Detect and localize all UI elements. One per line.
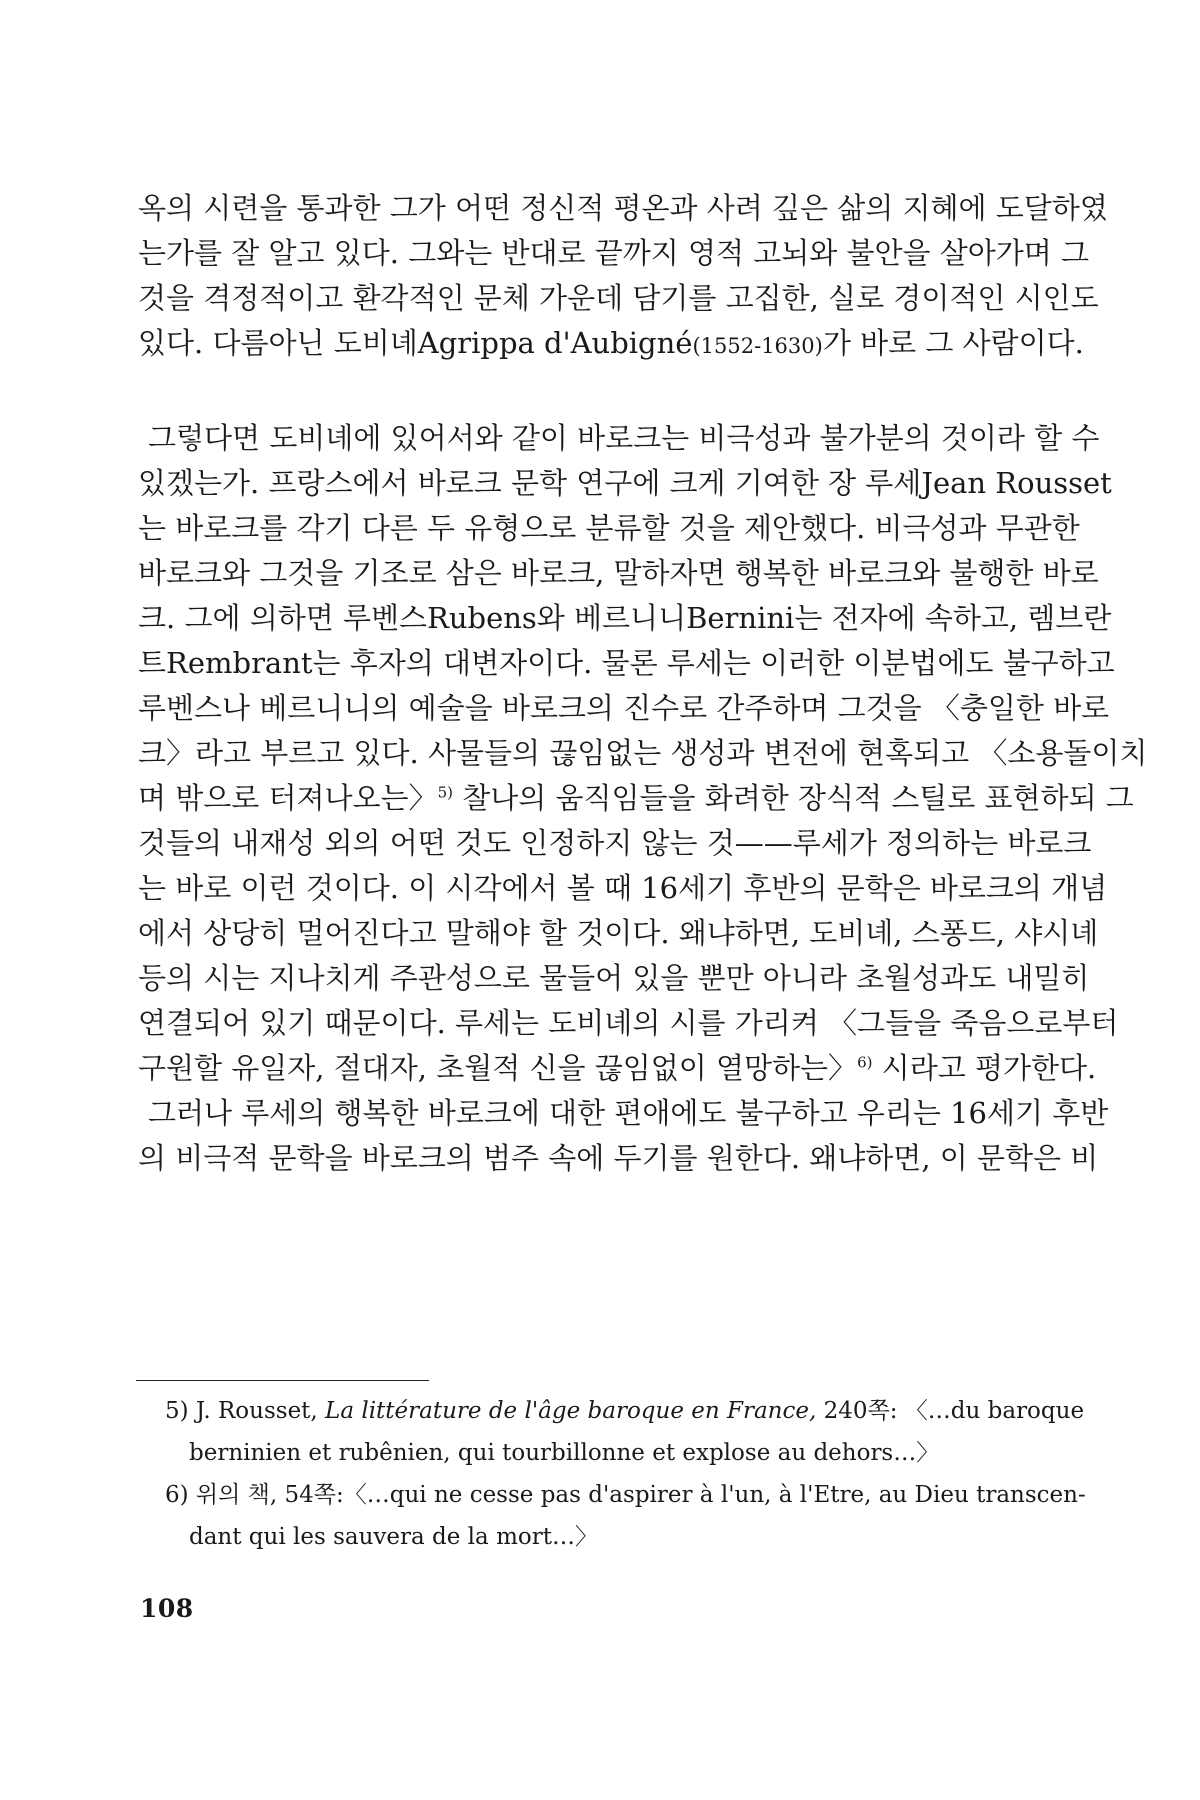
footnote-6-continuation: dant qui les sauvera de la mort…〉	[189, 1524, 598, 1550]
footnote-divider	[136, 1380, 429, 1381]
text-line: 옥의 시련을 통과한 그가 어떤 정신적 평온과 사려 깊은 삶의 지혜에 도달하였	[138, 191, 1108, 225]
text-line: 있겠는가. 프랑스에서 바로크 문학 연구에 크게 기여한 장 루세Jean Rousset	[138, 466, 1112, 500]
text-line	[138, 321, 1084, 366]
page-number: 108	[140, 1594, 194, 1623]
footnote-author: J. Rousset,	[195, 1398, 318, 1424]
footnote-ref-6[interactable]: 6)	[857, 1053, 873, 1072]
footnote-mark: 6)	[165, 1482, 189, 1508]
text-line: 그러나 루세의 행복한 바로크에 대한 편애에도 불구하고 우리는 16세기 후반	[148, 1096, 1109, 1130]
footnote-ref: 위의 책,	[195, 1482, 278, 1508]
footnote-page: 54쪽:	[284, 1482, 344, 1508]
footnote-quote: 〈…qui ne cesse pas d'aspirer à l'un, à l'Etre, au Dieu transcen-	[343, 1482, 1086, 1508]
text-line	[138, 1046, 1097, 1091]
footnotes	[165, 1390, 1086, 1558]
text-segment: 가 바로 그 사람이다.	[822, 326, 1084, 360]
footnote-quote: 〈…du baroque	[904, 1398, 1085, 1424]
text-segment: 찰나의 움직임들을 화려한 장식적 스틸로 표현하되 그	[452, 781, 1134, 815]
body-text	[138, 186, 1148, 1181]
text-line: 는 바로크를 각기 다른 두 유형으로 분류할 것을 제안했다. 비극성과 무관한	[138, 511, 1080, 545]
text-line: 크〉라고 부르고 있다. 사물들의 끊임없는 생성과 변전에 현혹되고 〈소용돌이치	[138, 736, 1148, 770]
text-line: 등의 시는 지나치게 주관성으로 물들어 있을 뿐만 아니라 초월성과도 내밀히	[138, 961, 1090, 995]
text-line: 의 비극적 문학을 바로크의 범주 속에 두기를 원한다. 왜냐하면, 이 문학은 비	[138, 1141, 1099, 1175]
text-line: 루벤스나 베르니니의 예술을 바로크의 진수로 간주하며 그것을 〈충일한 바로	[138, 691, 1110, 725]
footnote-page: 240쪽:	[823, 1398, 898, 1424]
text-line: 것을 격정적이고 환각적인 문체 가운데 담기를 고집한, 실로 경이적인 시인도	[138, 281, 1099, 315]
paragraph-gap	[138, 366, 1050, 416]
text-line: 는가를 잘 알고 있다. 그와는 반대로 끝까지 영적 고뇌와 불안을 살아가며 그	[138, 236, 1090, 270]
footnote-book-title: La littérature de l'âge baroque en France,	[325, 1398, 817, 1424]
text-line	[138, 776, 1134, 821]
text-segment: 구원할 유일자, 절대자, 초월적 신을 끊임없이 열망하는〉	[138, 1051, 858, 1085]
text-line: 트Rembrant는 후자의 대변자이다. 물론 루세는 이러한 이분법에도 불구하고	[138, 646, 1115, 680]
text-line: 는 바로 이런 것이다. 이 시각에서 볼 때 16세기 후반의 문학은 바로크의 개념	[138, 871, 1108, 905]
text-line: 바로크와 그것을 기조로 삼은 바로크, 말하자면 행복한 바로크와 불행한 바로	[138, 556, 1099, 590]
text-segment: 있다. 다름아닌 도비녜Agrippa d'Aubigné	[138, 326, 693, 360]
footnote-ref-5[interactable]: 5)	[437, 783, 453, 802]
footnote-6	[165, 1474, 1086, 1516]
text-segment: 시라고 평가한다.	[872, 1051, 1097, 1085]
text-line: 것들의 내재성 외의 어떤 것도 인정하지 않는 것——루세가 정의하는 바로크	[138, 826, 1092, 860]
text-line: 연결되어 있기 때문이다. 루세는 도비녜의 시를 가리켜 〈그들을 죽음으로부터	[138, 1006, 1119, 1040]
life-dates: (1552-1630)	[692, 334, 823, 358]
text-line: 그렇다면 도비녜에 있어서와 같이 바로크는 비극성과 불가분의 것이라 할 수	[148, 421, 1100, 455]
text-line: 크. 그에 의하면 루벤스Rubens와 베르니니Bernini는 전자에 속하고, 렘브란	[138, 601, 1112, 635]
footnote-5	[165, 1390, 1085, 1432]
text-line: 에서 상당히 멀어진다고 말해야 할 것이다. 왜냐하면, 도비녜, 스퐁드, 샤시녜	[138, 916, 1099, 950]
footnote-5-continuation: berninien et rubênien, qui tourbillonne et explose au dehors…〉	[189, 1440, 940, 1466]
text-segment: 며 밖으로 터져나오는〉	[138, 781, 438, 815]
footnote-mark: 5)	[165, 1398, 189, 1424]
